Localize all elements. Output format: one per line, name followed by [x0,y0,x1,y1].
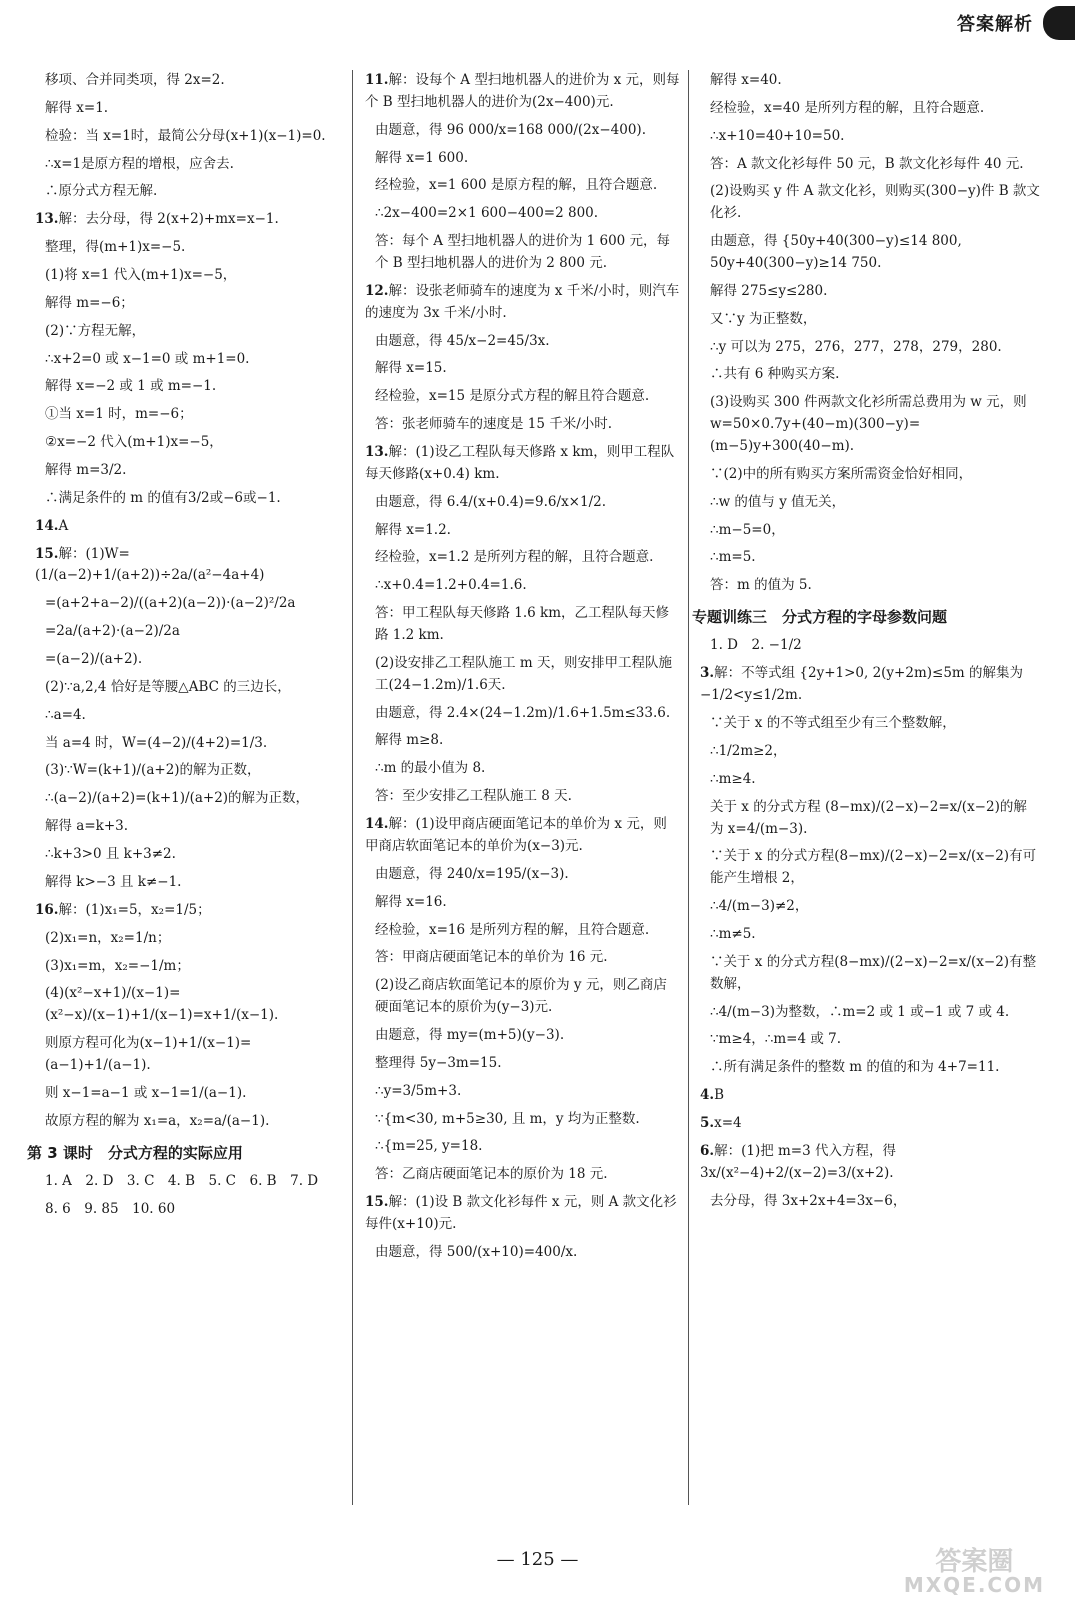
answer-line [365,414,680,436]
question-answer [35,900,340,922]
answer-text: ∴w 的值与 y 值无关， [710,493,846,510]
answer-line [700,1057,1040,1079]
answer-text: 解：去分母，得 2(x+2)+mx=x−1. [58,211,279,228]
answer-text: ∴m≥4. [710,770,756,787]
answer-line [700,547,1040,569]
answer-line [35,349,340,371]
section-heading: 专题训练三 分式方程的字母参数问题 [692,608,948,627]
question-answer [35,516,340,538]
answer-text: 解：(1)设乙工程队每天修路 x km，则甲工程队每天修路(x+0.4) km. [365,444,675,482]
answer-text: 解得 a=k+3. [45,818,129,835]
answer-text: ∵(2)中的所有购买方案所需资金恰好相同， [710,465,973,482]
answer-line [35,733,340,755]
answer-line [700,309,1040,331]
answer-line [700,520,1040,542]
answer-text: ∴x+2=0 或 x−1=0 或 m+1=0. [45,350,250,367]
answer-text: (2)x₁=n，x₂=1/n； [45,929,171,946]
answer-line [700,154,1040,176]
answer-text: 整理，得(m+1)x=−5. [45,239,186,256]
answer-line [35,621,340,643]
answer-line [365,603,680,647]
answer-line [365,492,680,514]
answer-text: 答：乙商店硬面笔记本的原价为 18 元. [375,1166,608,1183]
question-answer [35,209,340,231]
question-answer [365,70,680,114]
answer-text: ∵关于 x 的分式方程(8−mx)/(2−x)−2=x/(x−2)有可能产生增根 2， [710,848,1037,887]
answer-line [700,952,1040,996]
answer-line [365,231,680,275]
answer-text: =2a/(a+2)·(a−2)/2a [45,623,180,640]
answer-line [35,376,340,398]
answer-line [365,730,680,752]
answer-line [365,203,680,225]
question-number: 3. [700,665,715,682]
answer-text: x=4 [714,1114,742,1131]
watermark-sub: MXQE.COM [903,1573,1045,1597]
answer-text: 答：m 的值为 5. [710,577,812,594]
watermark-logo [904,1549,1045,1595]
answer-text: ∴x=1是原方程的增根，应舍去. [45,155,234,172]
answer-line [35,788,340,810]
answer-line [365,386,680,408]
answer-line [35,1083,340,1105]
answer-text: 又∵y 为正整数， [710,310,817,327]
answer-text: ∴x+10=40+10=50. [710,127,845,144]
answer-line [35,816,340,838]
answer-text: 去分母，得 3x+2x+4=3x−6， [710,1192,907,1209]
answer-text: ∴4/(m−3)≠2， [710,898,809,915]
answer-text: 当 a=4 时，W=(4−2)/(4+2)=1/3. [45,734,268,751]
answer-line [700,896,1040,918]
answer-text: ∵关于 x 的不等式组至少有三个整数解， [710,715,956,732]
question-number: 6. [700,1142,715,1159]
answer-text: (2)设购买 y 件 A 款文化衫，则购买(300−y)件 B 款文化衫. [710,183,1040,222]
answer-text: 解得 x=16. [375,893,447,910]
answer-text: 答：至少安排乙工程队施工 8 天. [375,788,572,805]
answer-line [365,520,680,542]
answer-line [700,769,1040,791]
answer-text: 经检验，x=1.2 是所列方程的解，且符合题意. [375,549,654,566]
column-left [27,70,340,1505]
answer-text: 由题意，得 6.4/(x+0.4)=9.6/x×1/2. [375,493,607,510]
answer-text: 解得 k>−3 且 k≠−1. [45,873,182,890]
answer-line [700,126,1040,148]
answer-text: (2)设乙商店软面笔记本的原价为 y 元，则乙商店硬面笔记本的原价为(y−3)元. [375,977,667,1016]
answer-text: ∴{m=25, y=18. [375,1138,483,1155]
answer-line [35,154,340,176]
question-answer [365,442,680,486]
answer-line [35,1033,340,1077]
answer-text: ∴x+0.4=1.2+0.4=1.6. [375,577,527,594]
answer-text: 解得 x=15. [375,360,447,377]
answer-line [35,956,340,978]
answer-line [365,148,680,170]
header-marker [1043,6,1075,40]
answer-text: ∵{m<30, m+5≥30, 且 m，y 均为正整数. [375,1110,640,1127]
answer-line [35,844,340,866]
answer-text: 整理得 5y−3m=15. [375,1054,502,1071]
answer-text: (2)设安排乙工程队施工 m 天，则安排甲工程队施工(24−1.2m)/1.6天. [375,654,673,693]
answer-text: ∵关于 x 的分式方程(8−mx)/(2−x)−2=x/(x−2)有整数解， [710,953,1037,992]
answer-line [365,547,680,569]
answer-text: ①当 x=1 时，m=−6； [45,406,193,423]
answer-text: ∴m≠5. [710,925,756,942]
answer-line [35,593,340,615]
answer-text: 解得 x=−2 或 1 或 m=−1. [45,378,217,395]
answer-line [365,975,680,1019]
answer-line [700,713,1040,735]
answer-line [35,983,340,1027]
answer-line [700,281,1040,303]
answer-text: (2)∵方程无解， [45,322,146,339]
answer-line [700,846,1040,890]
answer-text: 检验：当 x=1时，最简公分母(x+1)(x−1)=0. [45,127,326,144]
answer-text: 则 x−1=a−1 或 x−1=1/(a−1). [45,1084,247,1101]
answer-text: ∴所有满足条件的整数 m 的值的和为 4+7=11. [710,1059,1000,1076]
answer-text: 解：(1)x₁=5，x₂=1/5； [58,901,211,918]
question-number: 15. [365,1194,389,1211]
answer-text: (1)将 x=1 代入(m+1)x=−5， [45,267,237,284]
answer-line [365,358,680,380]
column-right [692,70,1040,1505]
question-number: 16. [35,901,59,918]
answer-line [35,677,340,699]
answer-text: 由题意，得 96 000/x=168 000/(2x−400). [375,121,646,138]
answer-line [365,1109,680,1131]
answer-line [700,464,1040,486]
answer-text: 由题意，得 2.4×(24−1.2m)/1.6+1.5m≤33.6. [375,704,671,721]
answer-line [35,98,340,120]
answer-text: 解得 x=1. [45,99,109,116]
question-number: 12. [365,282,389,299]
answer-line [365,1053,680,1075]
answer-line [35,1171,340,1193]
answer-text: 经检验，x=15 是原分式方程的解且符合题意. [375,388,650,405]
answer-text: 解：不等式组 {2y+1>0, 2(y+2m)≤5m 的解集为 −1/2<y≤1/2m. [700,665,1024,704]
answer-text: ∴共有 6 种购买方案. [710,366,840,383]
answer-line [365,864,680,886]
answer-line [700,98,1040,120]
answer-text: 解：(1)设 B 款文化衫每件 x 元，则 A 款文化衫每件(x+10)元. [365,1194,677,1232]
answer-text: ∴4/(m−3)为整数，∴m=2 或 1 或−1 或 7 或 4. [710,1003,1010,1020]
answer-line [365,653,680,697]
answer-line [35,460,340,482]
question-number: 13. [365,444,389,461]
column-middle [365,70,680,1505]
answer-line [35,70,340,92]
answer-line [35,293,340,315]
answer-text: 由题意，得 my=(m+5)(y−3). [375,1026,565,1043]
answer-text: ②x=−2 代入(m+1)x=−5， [45,434,223,451]
answer-text: 答：A 款文化衫每件 50 元，B 款文化衫每件 40 元. [710,155,1024,172]
answer-text: 关于 x 的分式方程 (8−mx)/(2−x)−2=x/(x−2)的解为 x=4/(m−3). [710,798,1027,837]
answer-line [35,404,340,426]
answer-text: ∴a=4. [45,706,86,723]
header-label: 答案解析 [957,14,1033,35]
answer-line [365,920,680,942]
answer-text: =(a−2)/(a+2). [45,651,143,668]
question-answer [700,1113,1040,1135]
answer-line [365,1025,680,1047]
answer-line [35,928,340,950]
answer-text: (3)设购买 300 件两款文化衫所需总费用为 w 元，则 w=50×0.7y+(40−m)(300−y)=(m−5)y+300(40−m). [710,394,1027,455]
column-divider [688,70,689,1505]
answer-text: ∴m 的最小值为 8. [375,760,486,777]
answer-line [700,1029,1040,1051]
answer-text: 1. A 2. D 3. C 4. B 5. C 6. B 7. D [45,1172,319,1189]
column-divider [352,70,353,1505]
answer-text: 由题意，得 45/x−2=45/3x. [375,332,550,349]
answer-line [35,126,340,148]
question-number: 4. [700,1087,715,1104]
question-answer [700,1141,1040,1185]
answer-line [365,703,680,725]
answer-line [35,760,340,782]
answer-text: 答：每个 A 型扫地机器人的进价为 1 600 元，每个 B 型扫地机器人的进价为 2 800 元. [375,233,671,272]
answer-line [700,70,1040,92]
answer-line [700,741,1040,763]
answer-line [35,432,340,454]
answer-line [365,575,680,597]
answer-text: 由题意，得 500/(x+10)=400/x. [375,1243,578,1260]
answer-line [35,237,340,259]
answer-text: ∴原分式方程无解. [45,183,158,200]
answer-line [35,1199,340,1221]
answer-text: 经检验，x=1 600 是原方程的解，且符合题意. [375,177,658,194]
answer-text: ∴k+3>0 且 k+3≠2. [45,846,176,863]
answer-line [35,649,340,671]
answer-line [700,231,1040,275]
answer-text: 解得 x=1.2. [375,521,451,538]
answer-text: 经检验，x=16 是所列方程的解，且符合题意. [375,921,650,938]
answer-line [700,575,1040,597]
answer-text: 8. 6 9. 85 10. 60 [45,1200,176,1217]
question-number: 14. [35,517,59,534]
answer-text: 则原方程可化为(x−1)+1/(x−1)=(a−1)+1/(a−1). [45,1035,252,1073]
answer-line [700,635,1040,657]
answer-text: 答：甲工程队每天修路 1.6 km，乙工程队每天修路 1.2 km. [375,605,670,644]
answer-text: =(a+2+a−2)/((a+2)(a−2))·(a−2)²/2a [45,595,296,612]
answer-line [365,947,680,969]
answer-line [35,872,340,894]
answer-line [700,181,1040,225]
page-number: — 125 — [496,1549,579,1570]
answer-text: 故原方程的解为 x₁=a，x₂=a/(a−1). [45,1112,270,1129]
answer-line [35,1111,340,1133]
answer-text: (3)∵W=(k+1)/(a+2)的解为正数， [45,762,261,779]
answer-text: 解：(1)把 m=3 代入方程，得 3x/(x²−4)+2/(x−2)=3/(x+2). [700,1142,897,1181]
question-answer [365,1192,680,1236]
answer-line [365,175,680,197]
answer-text: 移项、合并同类项，得 2x=2. [45,72,225,88]
answer-line [700,492,1040,514]
answer-line [365,1081,680,1103]
answer-text: ∴y 可以为 275，276，277，278，279，280. [710,338,1002,355]
header-tab [925,0,1075,46]
answer-line [700,364,1040,386]
answer-text: ∴y=3/5m+3. [375,1082,462,1099]
answer-text: (3)x₁=m，x₂=−1/m； [45,957,190,974]
answer-text: ∴2x−400=2×1 600−400=2 800. [375,205,599,222]
question-answer [700,1085,1040,1107]
question-answer [700,663,1040,707]
question-answer [365,281,680,325]
answer-line [35,321,340,343]
answer-line [35,181,340,203]
answer-line [700,1002,1040,1024]
answer-text: ∴m=5. [710,549,756,566]
answer-text: 解：(1)W=(1/(a−2)+1/(a+2))÷2a/(a²−4a+4) [35,545,265,584]
answer-text: ∵m≥4，∴m=4 或 7. [710,1031,842,1048]
answer-line [365,892,680,914]
answer-text: ∴1/2m≥2， [710,742,787,759]
answer-text: 解：设每个 A 型扫地机器人的进价为 x 元，则每个 B 型扫地机器人的进价为(2x−400)元. [365,72,680,110]
answer-line [35,488,340,510]
answer-line [365,120,680,142]
answer-text: 经检验，x=40 是所列方程的解，且符合题意. [710,99,985,116]
answer-text: 解得 x=40. [710,72,782,88]
answer-text: 解得 m=−6； [45,294,134,311]
answer-text: 解得 275≤y≤280. [710,282,828,299]
answer-text: 1. D 2. −1/2 [710,637,802,654]
answer-line [365,758,680,780]
answer-text: 解：设张老师骑车的速度为 x 千米/小时，则汽车的速度为 3x 千米/小时. [365,282,680,321]
answer-text: 答：张老师骑车的速度是 15 千米/小时. [375,416,613,433]
answer-text: ∴满足条件的 m 的值有3/2或−6或−1. [45,489,281,506]
section-heading: 第 3 课时 分式方程的实际应用 [27,1143,243,1162]
question-answer [35,544,340,588]
answer-text: 答：甲商店硬面笔记本的单价为 16 元. [375,949,608,966]
answer-text: 由题意，得 240/x=195/(x−3). [375,865,569,882]
answer-text: 解得 m=3/2. [45,462,127,479]
question-number: 13. [35,211,59,228]
answer-text: B [714,1087,725,1104]
answer-line [700,337,1040,359]
answer-text: (4)(x²−x+1)/(x−1)=(x²−x)/(x−1)+1/(x−1)=x+1/(x−1). [45,985,279,1024]
question-number: 14. [365,816,389,833]
question-number: 11. [365,72,389,88]
answer-line [365,331,680,353]
answer-line [35,265,340,287]
answer-text: ∴m−5=0， [710,521,785,538]
answer-text: ∴(a−2)/(a+2)=(k+1)/(a+2)的解为正数， [45,790,310,807]
question-number: 15. [35,545,59,562]
answer-line [700,797,1040,841]
answer-line [365,1136,680,1158]
answer-line [700,1191,1040,1213]
answer-text: (2)∵a,2,4 恰好是等腰△ABC 的三边长， [45,678,291,695]
question-number: 5. [700,1114,715,1131]
answer-text: 解得 x=1 600. [375,149,469,166]
question-answer [365,814,680,858]
answer-text: A [58,517,69,534]
answer-line [365,1242,680,1264]
answer-line [365,786,680,808]
answer-line [35,705,340,727]
answer-text: 解得 m≥8. [375,732,444,749]
answer-line [700,392,1040,458]
answer-text: 解：(1)设甲商店硬面笔记本的单价为 x 元，则甲商店软面笔记本的单价为(x−3)元. [365,816,667,854]
answer-text: 由题意，得 {50y+40(300−y)≤14 800, 50y+40(300−y)≥14 750. [710,233,962,272]
watermark-main: 答案圈 [935,1547,1014,1577]
answer-line [365,1164,680,1186]
answer-line [700,924,1040,946]
